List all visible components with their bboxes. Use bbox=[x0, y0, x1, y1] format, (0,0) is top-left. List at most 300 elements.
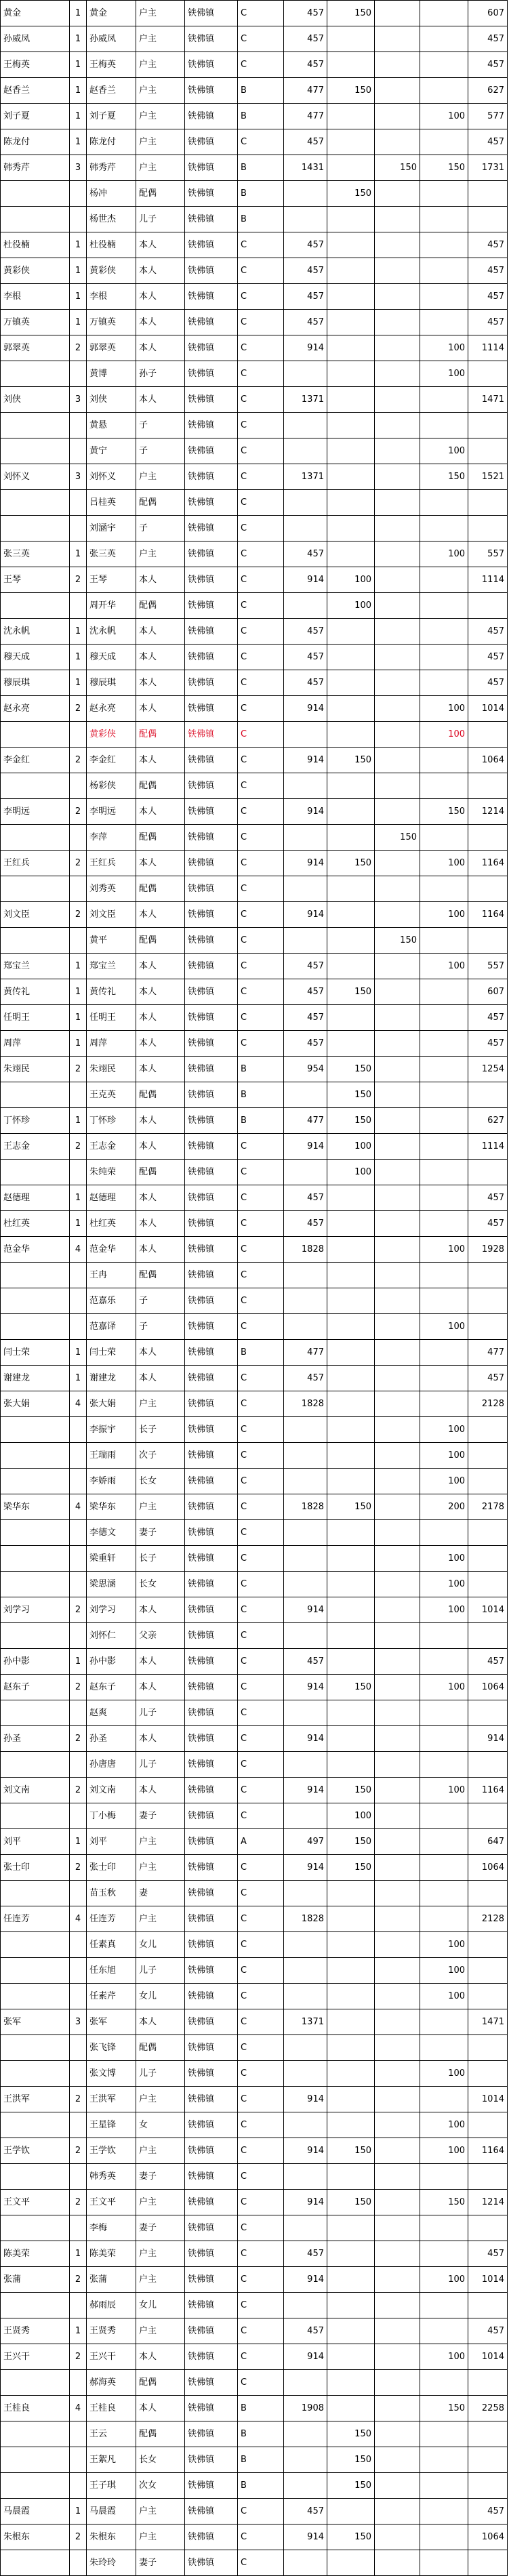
total-cell: 1471 bbox=[468, 2009, 508, 2035]
relation-cell: 户主 bbox=[136, 1391, 185, 1417]
base-amount-cell bbox=[284, 773, 327, 799]
grade-cell: C bbox=[238, 2035, 284, 2061]
total-cell: 457 bbox=[468, 1366, 508, 1391]
household-name-cell bbox=[1, 825, 70, 851]
relation-cell: 户主 bbox=[136, 104, 185, 129]
member-count-cell: 3 bbox=[70, 155, 87, 181]
subsidy-a-cell: 100 bbox=[327, 1160, 375, 1185]
total-cell bbox=[468, 2164, 508, 2190]
subsidy-a-cell bbox=[327, 1649, 375, 1675]
grade-cell: C bbox=[238, 490, 284, 516]
household-name-cell: 刘平 bbox=[1, 1829, 70, 1855]
base-amount-cell: 914 bbox=[284, 799, 327, 825]
member-name-cell: 刘怀仁 bbox=[87, 1623, 136, 1649]
subsidy-c-cell bbox=[420, 284, 468, 310]
member-name-cell: 刘学习 bbox=[87, 1597, 136, 1623]
total-cell bbox=[468, 876, 508, 902]
subsidy-c-cell: 100 bbox=[420, 1469, 468, 1494]
base-amount-cell bbox=[284, 2061, 327, 2087]
household-name-cell: 郑宝兰 bbox=[1, 954, 70, 979]
subsidy-a-cell bbox=[327, 2550, 375, 2576]
subsidy-c-cell: 150 bbox=[420, 799, 468, 825]
member-count-cell bbox=[70, 2447, 87, 2473]
base-amount-cell bbox=[284, 928, 327, 954]
subsidy-c-cell bbox=[420, 258, 468, 284]
household-name-cell bbox=[1, 2421, 70, 2447]
grade-cell: A bbox=[238, 1829, 284, 1855]
subsidy-a-cell bbox=[327, 1546, 375, 1572]
member-name-cell: 陈龙付 bbox=[87, 129, 136, 155]
grade-cell: B bbox=[238, 1108, 284, 1134]
total-cell: 1521 bbox=[468, 464, 508, 490]
base-amount-cell: 477 bbox=[284, 104, 327, 129]
subsidy-a-cell bbox=[327, 1263, 375, 1288]
member-count-cell: 1 bbox=[70, 1211, 87, 1237]
relation-cell: 户主 bbox=[136, 2241, 185, 2267]
subsidy-b-cell bbox=[375, 2009, 420, 2035]
total-cell bbox=[468, 722, 508, 748]
household-name-cell: 李金红 bbox=[1, 748, 70, 773]
subsidy-a-cell bbox=[327, 52, 375, 78]
member-count-cell: 1 bbox=[70, 52, 87, 78]
total-cell: 647 bbox=[468, 1829, 508, 1855]
subsidy-a-cell bbox=[327, 670, 375, 696]
base-amount-cell: 914 bbox=[284, 2524, 327, 2550]
subsidy-c-cell: 100 bbox=[420, 2344, 468, 2370]
subsidy-b-cell bbox=[375, 2344, 420, 2370]
member-count-cell: 1 bbox=[70, 284, 87, 310]
town-cell: 铁佛镇 bbox=[185, 310, 238, 335]
subsidy-b-cell bbox=[375, 2138, 420, 2164]
member-name-cell: 王文平 bbox=[87, 2190, 136, 2215]
town-cell: 铁佛镇 bbox=[185, 1803, 238, 1829]
subsidy-b-cell bbox=[375, 2164, 420, 2190]
total-cell: 914 bbox=[468, 1726, 508, 1752]
town-cell: 铁佛镇 bbox=[185, 1237, 238, 1263]
total-cell: 457 bbox=[468, 129, 508, 155]
total-cell bbox=[468, 1984, 508, 2009]
subsidy-a-cell bbox=[327, 876, 375, 902]
grade-cell: C bbox=[238, 335, 284, 361]
subsidy-a-cell bbox=[327, 1520, 375, 1546]
subsidy-a-cell: 150 bbox=[327, 2473, 375, 2499]
member-name-cell: 吕桂英 bbox=[87, 490, 136, 516]
member-count-cell: 1 bbox=[70, 26, 87, 52]
member-name-cell: 苗玉秋 bbox=[87, 1881, 136, 1906]
subsidy-c-cell bbox=[420, 1649, 468, 1675]
total-cell: 477 bbox=[468, 1340, 508, 1366]
grade-cell: C bbox=[238, 284, 284, 310]
household-name-cell: 韩秀芹 bbox=[1, 155, 70, 181]
member-count-cell bbox=[70, 1803, 87, 1829]
subsidy-c-cell bbox=[420, 2035, 468, 2061]
subsidy-a-cell: 150 bbox=[327, 1, 375, 26]
relation-cell: 本人 bbox=[136, 979, 185, 1005]
town-cell: 铁佛镇 bbox=[185, 1, 238, 26]
subsidy-a-cell bbox=[327, 541, 375, 567]
base-amount-cell: 457 bbox=[284, 1005, 327, 1031]
member-count-cell: 2 bbox=[70, 1675, 87, 1700]
household-name-cell bbox=[1, 207, 70, 232]
base-amount-cell: 954 bbox=[284, 1057, 327, 1082]
household-name-cell bbox=[1, 1417, 70, 1443]
subsidy-c-cell: 100 bbox=[420, 438, 468, 464]
subsidy-b-cell bbox=[375, 26, 420, 52]
member-count-cell: 2 bbox=[70, 1726, 87, 1752]
subsidy-b-cell bbox=[375, 2550, 420, 2576]
member-name-cell: 刘平 bbox=[87, 1829, 136, 1855]
household-name-cell bbox=[1, 876, 70, 902]
relation-cell: 本人 bbox=[136, 310, 185, 335]
subsidy-b-cell bbox=[375, 52, 420, 78]
household-name-cell: 张大娟 bbox=[1, 1391, 70, 1417]
member-count-cell: 2 bbox=[70, 335, 87, 361]
household-name-cell: 赵德理 bbox=[1, 1185, 70, 1211]
member-name-cell: 李振宇 bbox=[87, 1417, 136, 1443]
subsidy-a-cell: 150 bbox=[327, 78, 375, 104]
subsidy-c-cell bbox=[420, 2241, 468, 2267]
town-cell: 铁佛镇 bbox=[185, 928, 238, 954]
town-cell: 铁佛镇 bbox=[185, 2087, 238, 2112]
subsidy-b-cell bbox=[375, 2421, 420, 2447]
grade-cell: C bbox=[238, 387, 284, 413]
grade-cell: B bbox=[238, 181, 284, 207]
member-count-cell: 1 bbox=[70, 1005, 87, 1031]
household-name-cell bbox=[1, 413, 70, 438]
member-name-cell: 郝海英 bbox=[87, 2370, 136, 2396]
subsidy-b-cell: 150 bbox=[375, 155, 420, 181]
subsidy-a-cell bbox=[327, 516, 375, 541]
grade-cell: C bbox=[238, 1031, 284, 1057]
subsidy-b-cell bbox=[375, 567, 420, 593]
table-row bbox=[1, 1469, 508, 1494]
subsidy-a-cell bbox=[327, 1958, 375, 1984]
relation-cell: 本人 bbox=[136, 645, 185, 670]
total-cell: 457 bbox=[468, 1185, 508, 1211]
member-count-cell bbox=[70, 490, 87, 516]
relation-cell: 本人 bbox=[136, 567, 185, 593]
subsidy-a-cell: 150 bbox=[327, 1108, 375, 1134]
total-cell: 457 bbox=[468, 1031, 508, 1057]
table-row bbox=[1, 1906, 508, 1932]
total-cell bbox=[468, 2550, 508, 2576]
household-name-cell bbox=[1, 2447, 70, 2473]
member-count-cell: 2 bbox=[70, 902, 87, 928]
household-name-cell: 王兴干 bbox=[1, 2344, 70, 2370]
grade-cell: C bbox=[238, 979, 284, 1005]
total-cell: 1928 bbox=[468, 1237, 508, 1263]
member-count-cell bbox=[70, 413, 87, 438]
total-cell: 1114 bbox=[468, 335, 508, 361]
relation-cell: 配偶 bbox=[136, 490, 185, 516]
household-name-cell: 杜红英 bbox=[1, 1211, 70, 1237]
town-cell: 铁佛镇 bbox=[185, 696, 238, 722]
member-count-cell: 4 bbox=[70, 1391, 87, 1417]
total-cell: 607 bbox=[468, 979, 508, 1005]
grade-cell: C bbox=[238, 2112, 284, 2138]
relation-cell: 父亲 bbox=[136, 1623, 185, 1649]
subsidy-c-cell: 100 bbox=[420, 1958, 468, 1984]
household-name-cell: 任连芳 bbox=[1, 1906, 70, 1932]
subsidy-c-cell bbox=[420, 928, 468, 954]
subsidy-a-cell bbox=[327, 232, 375, 258]
household-name-cell: 谢建龙 bbox=[1, 1366, 70, 1391]
relation-cell: 户主 bbox=[136, 129, 185, 155]
town-cell: 铁佛镇 bbox=[185, 2473, 238, 2499]
base-amount-cell bbox=[284, 825, 327, 851]
member-count-cell: 2 bbox=[70, 2087, 87, 2112]
member-count-cell: 4 bbox=[70, 1906, 87, 1932]
table-row bbox=[1, 825, 508, 851]
total-cell bbox=[468, 361, 508, 387]
household-name-cell bbox=[1, 722, 70, 748]
member-name-cell: 任素芹 bbox=[87, 1984, 136, 2009]
member-count-cell bbox=[70, 1700, 87, 1726]
town-cell: 铁佛镇 bbox=[185, 1572, 238, 1597]
member-count-cell: 2 bbox=[70, 748, 87, 773]
grade-cell: C bbox=[238, 670, 284, 696]
subsidy-b-cell bbox=[375, 1649, 420, 1675]
town-cell: 铁佛镇 bbox=[185, 2061, 238, 2087]
total-cell bbox=[468, 1082, 508, 1108]
subsidy-b-cell bbox=[375, 2112, 420, 2138]
base-amount-cell: 914 bbox=[284, 2087, 327, 2112]
member-count-cell bbox=[70, 928, 87, 954]
table-row bbox=[1, 619, 508, 645]
subsidy-c-cell bbox=[420, 387, 468, 413]
relation-cell: 本人 bbox=[136, 1005, 185, 1031]
relation-cell: 本人 bbox=[136, 1185, 185, 1211]
total-cell: 1164 bbox=[468, 902, 508, 928]
member-count-cell: 1 bbox=[70, 619, 87, 645]
town-cell: 铁佛镇 bbox=[185, 1649, 238, 1675]
subsidy-a-cell bbox=[327, 1597, 375, 1623]
household-name-cell bbox=[1, 2550, 70, 2576]
town-cell: 铁佛镇 bbox=[185, 1778, 238, 1803]
table-row bbox=[1, 799, 508, 825]
household-name-cell: 王文平 bbox=[1, 2190, 70, 2215]
table-row bbox=[1, 1288, 508, 1314]
grade-cell: C bbox=[238, 1649, 284, 1675]
total-cell: 457 bbox=[468, 1649, 508, 1675]
subsidy-b-cell bbox=[375, 284, 420, 310]
subsidy-c-cell: 100 bbox=[420, 1984, 468, 2009]
table-row bbox=[1, 207, 508, 232]
subsidy-b-cell bbox=[375, 2499, 420, 2524]
household-name-cell: 王志金 bbox=[1, 1134, 70, 1160]
subsidy-c-cell bbox=[420, 129, 468, 155]
table-row bbox=[1, 2138, 508, 2164]
relation-cell: 本人 bbox=[136, 748, 185, 773]
relation-cell: 儿子 bbox=[136, 207, 185, 232]
grade-cell: C bbox=[238, 1366, 284, 1391]
grade-cell: C bbox=[238, 876, 284, 902]
subsidy-b-cell bbox=[375, 335, 420, 361]
table-row bbox=[1, 2550, 508, 2576]
town-cell: 铁佛镇 bbox=[185, 1443, 238, 1469]
subsidy-a-cell bbox=[327, 2061, 375, 2087]
grade-cell: C bbox=[238, 1443, 284, 1469]
table-row bbox=[1, 438, 508, 464]
member-name-cell: 朱根东 bbox=[87, 2524, 136, 2550]
subsidy-c-cell: 100 bbox=[420, 1443, 468, 1469]
member-name-cell: 黄宁 bbox=[87, 438, 136, 464]
grade-cell: C bbox=[238, 2293, 284, 2318]
subsidy-a-cell bbox=[327, 1752, 375, 1778]
subsidy-b-cell bbox=[375, 1160, 420, 1185]
household-name-cell bbox=[1, 2035, 70, 2061]
table-row bbox=[1, 1726, 508, 1752]
household-name-cell: 朱根东 bbox=[1, 2524, 70, 2550]
subsidy-c-cell bbox=[420, 1211, 468, 1237]
town-cell: 铁佛镇 bbox=[185, 1417, 238, 1443]
grade-cell: C bbox=[238, 2344, 284, 2370]
grade-cell: C bbox=[238, 1752, 284, 1778]
table-row bbox=[1, 1520, 508, 1546]
grade-cell: C bbox=[238, 52, 284, 78]
household-name-cell: 黄金 bbox=[1, 1, 70, 26]
town-cell: 铁佛镇 bbox=[185, 593, 238, 619]
subsidy-c-cell bbox=[420, 773, 468, 799]
member-count-cell: 2 bbox=[70, 1597, 87, 1623]
relation-cell: 子 bbox=[136, 1314, 185, 1340]
table-row bbox=[1, 2396, 508, 2421]
total-cell bbox=[468, 1160, 508, 1185]
relation-cell: 女儿 bbox=[136, 1932, 185, 1958]
relation-cell: 本人 bbox=[136, 1340, 185, 1366]
subsidy-a-cell: 150 bbox=[327, 2138, 375, 2164]
grade-cell: C bbox=[238, 1160, 284, 1185]
table-row bbox=[1, 284, 508, 310]
household-name-cell: 杜役楠 bbox=[1, 232, 70, 258]
subsidy-b-cell bbox=[375, 722, 420, 748]
subsidy-a-cell bbox=[327, 335, 375, 361]
total-cell bbox=[468, 1263, 508, 1288]
base-amount-cell: 477 bbox=[284, 1108, 327, 1134]
town-cell: 铁佛镇 bbox=[185, 1134, 238, 1160]
subsidy-a-cell bbox=[327, 361, 375, 387]
household-name-cell: 王梅英 bbox=[1, 52, 70, 78]
subsidy-a-cell bbox=[327, 1031, 375, 1057]
member-name-cell: 王桂良 bbox=[87, 2396, 136, 2421]
grade-cell: C bbox=[238, 928, 284, 954]
grade-cell: C bbox=[238, 1597, 284, 1623]
member-name-cell: 刘文南 bbox=[87, 1778, 136, 1803]
member-count-cell: 1 bbox=[70, 310, 87, 335]
subsidy-b-cell bbox=[375, 2370, 420, 2396]
member-name-cell: 张飞锋 bbox=[87, 2035, 136, 2061]
subsidy-a-cell bbox=[327, 2035, 375, 2061]
member-name-cell: 张三英 bbox=[87, 541, 136, 567]
table-row bbox=[1, 490, 508, 516]
member-count-cell bbox=[70, 1469, 87, 1494]
total-cell bbox=[468, 1443, 508, 1469]
grade-cell: C bbox=[238, 2138, 284, 2164]
subsidy-c-cell bbox=[420, 567, 468, 593]
total-cell bbox=[468, 516, 508, 541]
table-row bbox=[1, 310, 508, 335]
table-row bbox=[1, 1108, 508, 1134]
town-cell: 铁佛镇 bbox=[185, 155, 238, 181]
table-row bbox=[1, 928, 508, 954]
member-name-cell: 沈永帆 bbox=[87, 619, 136, 645]
table-row bbox=[1, 1211, 508, 1237]
household-name-cell bbox=[1, 2473, 70, 2499]
total-cell bbox=[468, 2061, 508, 2087]
member-name-cell: 王贤秀 bbox=[87, 2318, 136, 2344]
town-cell: 铁佛镇 bbox=[185, 2164, 238, 2190]
town-cell: 铁佛镇 bbox=[185, 954, 238, 979]
base-amount-cell bbox=[284, 1572, 327, 1597]
subsidy-b-cell bbox=[375, 258, 420, 284]
town-cell: 铁佛镇 bbox=[185, 1340, 238, 1366]
member-count-cell: 2 bbox=[70, 696, 87, 722]
subsidy-b-cell bbox=[375, 1520, 420, 1546]
subsidy-b-cell bbox=[375, 1778, 420, 1803]
subsidy-b-cell bbox=[375, 593, 420, 619]
subsidy-b-cell bbox=[375, 1752, 420, 1778]
member-name-cell: 杨彩侠 bbox=[87, 773, 136, 799]
grade-cell: C bbox=[238, 1134, 284, 1160]
subsidy-a-cell: 150 bbox=[327, 2421, 375, 2447]
total-cell: 1214 bbox=[468, 799, 508, 825]
grade-cell: C bbox=[238, 902, 284, 928]
base-amount-cell: 457 bbox=[284, 619, 327, 645]
household-name-cell bbox=[1, 593, 70, 619]
member-count-cell bbox=[70, 1572, 87, 1597]
subsidy-c-cell bbox=[420, 1, 468, 26]
town-cell: 铁佛镇 bbox=[185, 2524, 238, 2550]
town-cell: 铁佛镇 bbox=[185, 361, 238, 387]
subsidy-b-cell bbox=[375, 438, 420, 464]
base-amount-cell: 914 bbox=[284, 1675, 327, 1700]
member-name-cell: 李金红 bbox=[87, 748, 136, 773]
subsidy-c-cell: 100 bbox=[420, 1675, 468, 1700]
table-row bbox=[1, 1, 508, 26]
subsidy-a-cell bbox=[327, 2370, 375, 2396]
subsidy-a-cell bbox=[327, 207, 375, 232]
member-count-cell: 1 bbox=[70, 258, 87, 284]
base-amount-cell bbox=[284, 2473, 327, 2499]
total-cell: 457 bbox=[468, 670, 508, 696]
member-name-cell: 韩秀芹 bbox=[87, 155, 136, 181]
total-cell: 457 bbox=[468, 258, 508, 284]
subsidy-a-cell bbox=[327, 490, 375, 516]
grade-cell: C bbox=[238, 773, 284, 799]
member-count-cell bbox=[70, 1520, 87, 1546]
member-name-cell: 王兴干 bbox=[87, 2344, 136, 2370]
table-row bbox=[1, 232, 508, 258]
total-cell: 457 bbox=[468, 26, 508, 52]
member-name-cell: 赵永亮 bbox=[87, 696, 136, 722]
subsidy-b-cell bbox=[375, 1855, 420, 1881]
subsidy-b-cell bbox=[375, 541, 420, 567]
household-name-cell: 孙威凤 bbox=[1, 26, 70, 52]
base-amount-cell bbox=[284, 1932, 327, 1958]
town-cell: 铁佛镇 bbox=[185, 902, 238, 928]
subsidy-c-cell: 100 bbox=[420, 104, 468, 129]
subsidy-a-cell bbox=[327, 2293, 375, 2318]
base-amount-cell: 457 bbox=[284, 541, 327, 567]
town-cell: 铁佛镇 bbox=[185, 1752, 238, 1778]
relation-cell: 妻子 bbox=[136, 1520, 185, 1546]
town-cell: 铁佛镇 bbox=[185, 2009, 238, 2035]
relation-cell: 本人 bbox=[136, 1031, 185, 1057]
member-count-cell bbox=[70, 593, 87, 619]
member-count-cell bbox=[70, 2550, 87, 2576]
table-row bbox=[1, 1443, 508, 1469]
grade-cell: C bbox=[238, 232, 284, 258]
